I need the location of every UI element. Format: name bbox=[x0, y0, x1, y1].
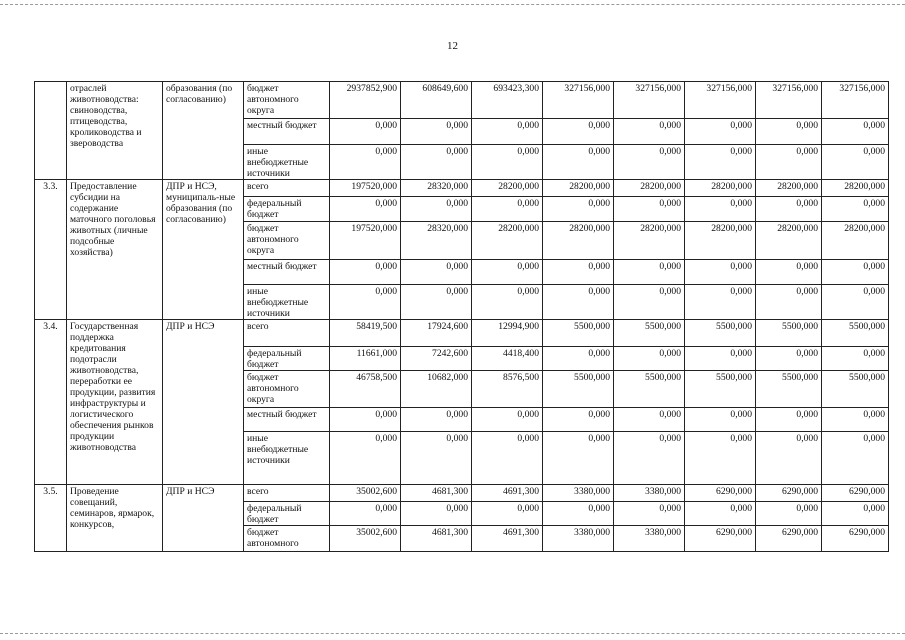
item-number-cell: 3.5. bbox=[35, 485, 67, 552]
amount-cell: 0,000 bbox=[472, 285, 543, 320]
funding-source-cell: бюджет автономного округа bbox=[244, 371, 330, 408]
measure-name-cell: Проведение совещаний, семинаров, ярмарок, конкурсов, bbox=[67, 485, 163, 552]
amount-cell: 4418,400 bbox=[472, 347, 543, 371]
amount-cell: 4681,300 bbox=[401, 485, 472, 502]
funding-source-cell: иные внебюджетные источники bbox=[244, 285, 330, 320]
amount-cell: 4691,300 bbox=[472, 485, 543, 502]
amount-cell: 5500,000 bbox=[756, 320, 822, 347]
amount-cell: 28200,000 bbox=[472, 222, 543, 260]
amount-cell: 28320,000 bbox=[401, 180, 472, 197]
funding-source-cell: федеральный бюджет bbox=[244, 347, 330, 371]
amount-cell: 6290,000 bbox=[822, 485, 889, 502]
amount-cell: 0,000 bbox=[756, 197, 822, 222]
amount-cell: 0,000 bbox=[756, 145, 822, 180]
amount-cell: 35002,600 bbox=[330, 526, 401, 552]
amount-cell: 0,000 bbox=[822, 347, 889, 371]
budget-table-body bbox=[35, 82, 889, 552]
amount-cell: 5500,000 bbox=[543, 320, 614, 347]
amount-cell: 0,000 bbox=[330, 285, 401, 320]
amount-cell: 2937852,900 bbox=[330, 82, 401, 119]
amount-cell: 327156,000 bbox=[614, 82, 685, 119]
amount-cell: 0,000 bbox=[685, 145, 756, 180]
amount-cell: 0,000 bbox=[543, 285, 614, 320]
amount-cell: 6290,000 bbox=[685, 485, 756, 502]
amount-cell: 6290,000 bbox=[822, 526, 889, 552]
amount-cell: 0,000 bbox=[756, 119, 822, 145]
funding-source-cell: федеральный бюджет bbox=[244, 197, 330, 222]
amount-cell: 0,000 bbox=[401, 119, 472, 145]
amount-cell: 8576,500 bbox=[472, 371, 543, 408]
amount-cell: 0,000 bbox=[472, 432, 543, 485]
amount-cell: 0,000 bbox=[401, 285, 472, 320]
amount-cell: 7242,600 bbox=[401, 347, 472, 371]
amount-cell: 0,000 bbox=[543, 432, 614, 485]
amount-cell: 0,000 bbox=[472, 260, 543, 285]
amount-cell: 0,000 bbox=[330, 432, 401, 485]
executor-cell: ДПР и НСЭ bbox=[163, 485, 244, 552]
amount-cell: 0,000 bbox=[614, 347, 685, 371]
amount-cell: 0,000 bbox=[330, 502, 401, 526]
amount-cell: 0,000 bbox=[472, 119, 543, 145]
amount-cell: 0,000 bbox=[543, 119, 614, 145]
amount-cell: 5500,000 bbox=[756, 371, 822, 408]
funding-source-cell: федеральный бюджет bbox=[244, 502, 330, 526]
amount-cell: 0,000 bbox=[756, 260, 822, 285]
measure-name-cell: Государственная поддержка кредитования подотрасли животноводства, переработки ее продукции, развития инфраструктуры и логистического обеспечения рынков продукции животноводства bbox=[67, 320, 163, 485]
amount-cell: 0,000 bbox=[330, 197, 401, 222]
amount-cell: 17924,600 bbox=[401, 320, 472, 347]
table-row bbox=[35, 320, 889, 347]
amount-cell: 197520,000 bbox=[330, 222, 401, 260]
amount-cell: 0,000 bbox=[614, 285, 685, 320]
amount-cell: 0,000 bbox=[614, 197, 685, 222]
amount-cell: 608649,600 bbox=[401, 82, 472, 119]
amount-cell: 10682,000 bbox=[401, 371, 472, 408]
amount-cell: 4691,300 bbox=[472, 526, 543, 552]
table-row bbox=[35, 82, 889, 119]
funding-source-cell: иные внебюджетные источники bbox=[244, 432, 330, 485]
amount-cell: 0,000 bbox=[685, 119, 756, 145]
amount-cell: 5500,000 bbox=[685, 371, 756, 408]
amount-cell: 0,000 bbox=[543, 197, 614, 222]
amount-cell: 5500,000 bbox=[543, 371, 614, 408]
amount-cell: 0,000 bbox=[822, 145, 889, 180]
amount-cell: 0,000 bbox=[401, 408, 472, 432]
amount-cell: 0,000 bbox=[685, 260, 756, 285]
funding-source-cell: бюджет автономного bbox=[244, 526, 330, 552]
amount-cell: 35002,600 bbox=[330, 485, 401, 502]
funding-source-cell: местный бюджет bbox=[244, 260, 330, 285]
amount-cell: 0,000 bbox=[614, 432, 685, 485]
amount-cell: 0,000 bbox=[685, 347, 756, 371]
amount-cell: 28200,000 bbox=[543, 222, 614, 260]
amount-cell: 28200,000 bbox=[543, 180, 614, 197]
funding-source-cell: местный бюджет bbox=[244, 408, 330, 432]
amount-cell: 0,000 bbox=[685, 408, 756, 432]
budget-table bbox=[34, 81, 889, 552]
executor-cell: ДПР и НСЭ bbox=[163, 320, 244, 485]
item-number-cell bbox=[35, 82, 67, 180]
amount-cell: 0,000 bbox=[822, 260, 889, 285]
amount-cell: 0,000 bbox=[543, 260, 614, 285]
funding-source-cell: бюджет автономного округа bbox=[244, 222, 330, 260]
amount-cell: 11661,000 bbox=[330, 347, 401, 371]
amount-cell: 5500,000 bbox=[685, 320, 756, 347]
amount-cell: 28200,000 bbox=[685, 180, 756, 197]
top-scan-edge bbox=[0, 4, 905, 5]
bottom-scan-edge bbox=[0, 633, 905, 634]
table-row bbox=[35, 485, 889, 502]
amount-cell: 58419,500 bbox=[330, 320, 401, 347]
measure-name-cell: Предоставление субсидии на содержание маточного поголовья животных (личные подсобные хозяйства) bbox=[67, 180, 163, 320]
amount-cell: 0,000 bbox=[822, 432, 889, 485]
amount-cell: 6290,000 bbox=[756, 526, 822, 552]
amount-cell: 0,000 bbox=[330, 119, 401, 145]
amount-cell: 0,000 bbox=[543, 502, 614, 526]
amount-cell: 0,000 bbox=[822, 285, 889, 320]
amount-cell: 0,000 bbox=[822, 408, 889, 432]
amount-cell: 0,000 bbox=[685, 502, 756, 526]
amount-cell: 0,000 bbox=[543, 347, 614, 371]
amount-cell: 0,000 bbox=[614, 502, 685, 526]
amount-cell: 28200,000 bbox=[614, 222, 685, 260]
amount-cell: 0,000 bbox=[614, 408, 685, 432]
amount-cell: 197520,000 bbox=[330, 180, 401, 197]
amount-cell: 0,000 bbox=[472, 145, 543, 180]
amount-cell: 0,000 bbox=[685, 197, 756, 222]
amount-cell: 12994,900 bbox=[472, 320, 543, 347]
amount-cell: 3380,000 bbox=[543, 526, 614, 552]
executor-cell: ДПР и НСЭ, муниципаль-ные образования (по согласованию) bbox=[163, 180, 244, 320]
amount-cell: 327156,000 bbox=[822, 82, 889, 119]
amount-cell: 46758,500 bbox=[330, 371, 401, 408]
amount-cell: 5500,000 bbox=[822, 320, 889, 347]
amount-cell: 0,000 bbox=[401, 260, 472, 285]
amount-cell: 0,000 bbox=[685, 285, 756, 320]
funding-source-cell: всего bbox=[244, 180, 330, 197]
amount-cell: 28200,000 bbox=[756, 180, 822, 197]
amount-cell: 0,000 bbox=[756, 347, 822, 371]
amount-cell: 0,000 bbox=[401, 502, 472, 526]
table-row bbox=[35, 180, 889, 197]
item-number-cell: 3.4. bbox=[35, 320, 67, 485]
amount-cell: 3380,000 bbox=[614, 485, 685, 502]
amount-cell: 0,000 bbox=[330, 145, 401, 180]
amount-cell: 5500,000 bbox=[822, 371, 889, 408]
measure-name-cell: отраслей животноводства: свиноводства, птицеводства, кролиководства и звероводства bbox=[67, 82, 163, 180]
amount-cell: 0,000 bbox=[756, 502, 822, 526]
amount-cell: 0,000 bbox=[756, 285, 822, 320]
amount-cell: 0,000 bbox=[472, 502, 543, 526]
amount-cell: 693423,300 bbox=[472, 82, 543, 119]
amount-cell: 28200,000 bbox=[685, 222, 756, 260]
amount-cell: 0,000 bbox=[685, 432, 756, 485]
amount-cell: 28200,000 bbox=[756, 222, 822, 260]
amount-cell: 0,000 bbox=[543, 408, 614, 432]
amount-cell: 3380,000 bbox=[543, 485, 614, 502]
amount-cell: 327156,000 bbox=[543, 82, 614, 119]
amount-cell: 0,000 bbox=[472, 408, 543, 432]
executor-cell: образования (по согласованию) bbox=[163, 82, 244, 180]
amount-cell: 4681,300 bbox=[401, 526, 472, 552]
amount-cell: 6290,000 bbox=[756, 485, 822, 502]
funding-source-cell: местный бюджет bbox=[244, 119, 330, 145]
amount-cell: 6290,000 bbox=[685, 526, 756, 552]
page-number: 12 bbox=[447, 40, 458, 52]
amount-cell: 3380,000 bbox=[614, 526, 685, 552]
amount-cell: 0,000 bbox=[614, 119, 685, 145]
amount-cell: 0,000 bbox=[543, 145, 614, 180]
amount-cell: 28320,000 bbox=[401, 222, 472, 260]
amount-cell: 0,000 bbox=[330, 260, 401, 285]
funding-source-cell: иные внебюджетные источники bbox=[244, 145, 330, 180]
amount-cell: 0,000 bbox=[822, 119, 889, 145]
funding-source-cell: всего bbox=[244, 320, 330, 347]
amount-cell: 28200,000 bbox=[822, 180, 889, 197]
amount-cell: 0,000 bbox=[472, 197, 543, 222]
amount-cell: 5500,000 bbox=[614, 320, 685, 347]
amount-cell: 5500,000 bbox=[614, 371, 685, 408]
amount-cell: 0,000 bbox=[401, 432, 472, 485]
amount-cell: 0,000 bbox=[330, 408, 401, 432]
amount-cell: 0,000 bbox=[822, 502, 889, 526]
amount-cell: 28200,000 bbox=[614, 180, 685, 197]
amount-cell: 0,000 bbox=[756, 408, 822, 432]
amount-cell: 0,000 bbox=[614, 145, 685, 180]
funding-source-cell: всего bbox=[244, 485, 330, 502]
amount-cell: 28200,000 bbox=[822, 222, 889, 260]
item-number-cell: 3.3. bbox=[35, 180, 67, 320]
amount-cell: 0,000 bbox=[401, 197, 472, 222]
amount-cell: 0,000 bbox=[822, 197, 889, 222]
amount-cell: 0,000 bbox=[756, 432, 822, 485]
amount-cell: 327156,000 bbox=[685, 82, 756, 119]
funding-source-cell: бюджет автономного округа bbox=[244, 82, 330, 119]
amount-cell: 0,000 bbox=[614, 260, 685, 285]
amount-cell: 0,000 bbox=[401, 145, 472, 180]
amount-cell: 28200,000 bbox=[472, 180, 543, 197]
amount-cell: 327156,000 bbox=[756, 82, 822, 119]
